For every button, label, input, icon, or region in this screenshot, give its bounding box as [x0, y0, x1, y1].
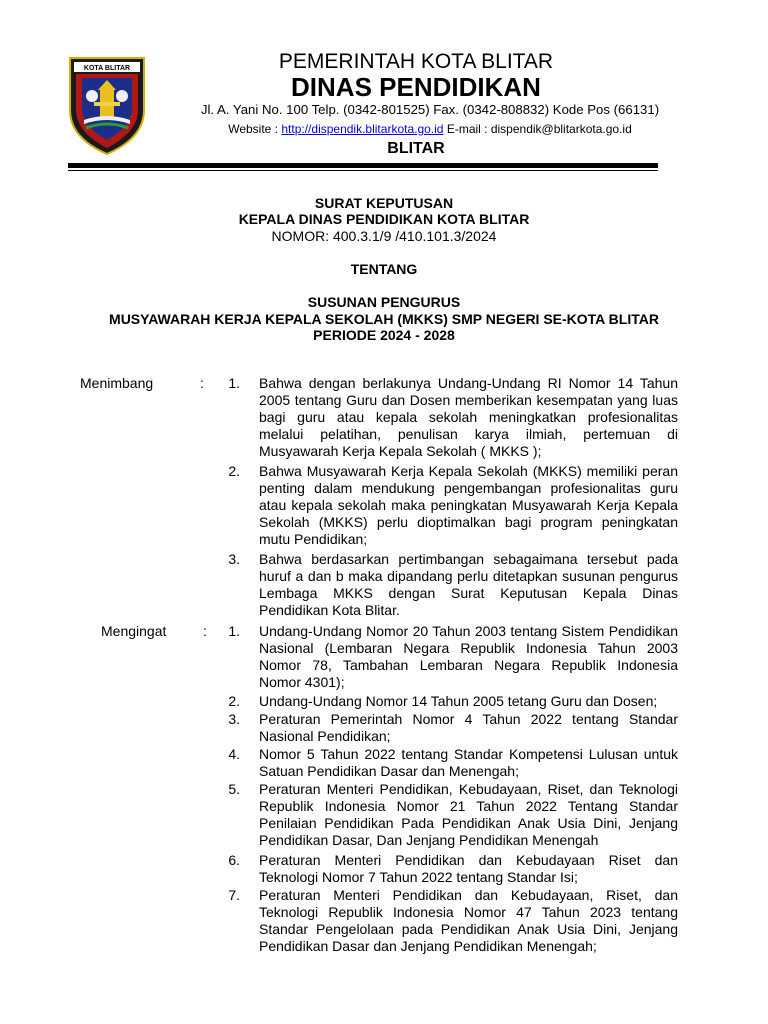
list-item-text: Peraturan Menteri Pendidikan dan Kebudayaan, Riset, dan Teknologi Republik Indonesia Nomor 47 Tahun 2023 tentang Standar Pengelolaan pada Pendidikan Anak Usia Dini, Jenjang Pendidikan Dasar dan Jenjang Pendidikan Menengah;	[259, 887, 678, 954]
section-colon: :	[203, 623, 207, 639]
list-item-text: Bahwa dengan berlakunya Undang-Undang RI Nomor 14 Tahun 2005 tentang Guru dan Dosen memberikan kesempatan yang luas bagi guru atau kepala sekolah meningkatkan profesionalitas melalui pelatihan, penulisan karya ilmiah, pertemuan di Musyawarah Kerja Kepala Sekolah ( MKKS );	[259, 375, 678, 459]
list-item-text: Bahwa berdasarkan pertimbangan sebagaimana tersebut pada huruf a dan b maka dipandang perlu ditetapkan susunan pengurus Lembaga MKKS dengan Surat Keputusan Kepala Dinas Pendidikan Kota Blitar.	[259, 551, 678, 618]
list-item-text: Peraturan Menteri Pendidikan dan Kebudayaan Riset dan Teknologi Nomor 7 Tahun 2022 tentang Standar Isi;	[259, 852, 678, 885]
list-item-number: 7.	[228, 887, 240, 903]
website-label: Website :	[228, 122, 279, 136]
list-item-text: Undang-Undang Nomor 20 Tahun 2003 tentang Sistem Pendidikan Nasional (Lembaran Negara Republik Indonesia Tahun 2003 Nomor 78, Tambahan Lembaran Negara Republik Indonesia Nomor 4301);	[259, 623, 678, 690]
list-item-number: 3.	[228, 551, 240, 567]
decree-period: PERIODE 2024 - 2028	[313, 327, 455, 343]
list-item-text: Peraturan Menteri Pendidikan, Kebudayaan, Riset, dan Teknologi Republik Indonesia Nomor 21 Tahun 2022 Tentang Standar Penilaian Pendidikan Pada Pendidikan Anak Usia Dini, Jenjang Pendidikan Dasar, Dan Jenjang Pendidikan Menengah	[259, 781, 678, 848]
letterhead-address: Jl. A. Yani No. 100 Telp. (0342-801525) Fax. (0342-808832) Kode Pos (66131)	[200, 102, 660, 117]
kota-blitar-emblem-logo	[64, 50, 150, 156]
header-divider-thin	[68, 170, 658, 171]
decree-title: SURAT KEPUTUSAN	[314, 195, 454, 211]
section-colon: :	[200, 375, 204, 391]
list-item-text: Peraturan Pemerintah Nomor 4 Tahun 2022 tentang Standar Nasional Pendidikan;	[259, 711, 678, 744]
decree-tentang: TENTANG	[350, 261, 418, 277]
list-item-number: 6.	[228, 852, 240, 868]
letterhead-city: BLITAR	[387, 140, 445, 157]
decree-subject-org: MUSYAWARAH KERJA KEPALA SEKOLAH (MKKS) SMP NEGERI SE-KOTA BLITAR	[109, 311, 659, 327]
website-link[interactable]: http://dispendik.blitarkota.go.id	[281, 122, 444, 136]
list-item-number: 2.	[228, 693, 240, 709]
letterhead-contact	[160, 121, 700, 137]
list-item-number: 1.	[228, 375, 240, 391]
header-divider-thick	[68, 163, 658, 168]
list-item-number: 3.	[228, 711, 240, 727]
list-item-text: Undang-Undang Nomor 14 Tahun 2005 tetang Guru dan Dosen;	[259, 693, 658, 709]
section-label-menimbang: Menimbang	[80, 375, 154, 391]
svg-text:KOTA BLITAR: KOTA BLITAR	[83, 65, 131, 72]
list-item-number: 4.	[228, 746, 240, 762]
list-item-text: Bahwa Musyawarah Kerja Kepala Sekolah (MKKS) memiliki peran penting dalam mendukung pengembangan profesionalitas guru atau kepala sekolah maka peningkatan Musyawarah Kerja Kepala Sekolah (MKKS) perlu dioptimalkan bagi program peningkatan mutu Pendidikan;	[259, 463, 678, 547]
decree-issuer: KEPALA DINAS PENDIDIKAN KOTA BLITAR	[238, 211, 530, 227]
list-item-number: 1.	[228, 623, 240, 639]
list-item-number: 2.	[228, 463, 240, 479]
list-item-number: 5.	[228, 781, 240, 797]
letterhead-agency: DINAS PENDIDIKAN	[291, 72, 541, 102]
decree-number: NOMOR: 400.3.1/9 /410.101.3/2024	[271, 228, 497, 244]
email-text: E-mail : dispendik@blitarkota.go.id	[446, 122, 632, 136]
section-label-mengingat: Mengingat	[101, 623, 167, 639]
letterhead-government: PEMERINTAH KOTA BLITAR	[278, 50, 554, 73]
list-item-text: Nomor 5 Tahun 2022 tentang Standar Kompetensi Lulusan untuk Satuan Pendidikan Dasar dan Menengah;	[259, 746, 678, 779]
decree-subject: SUSUNAN PENGURUS	[307, 294, 461, 310]
